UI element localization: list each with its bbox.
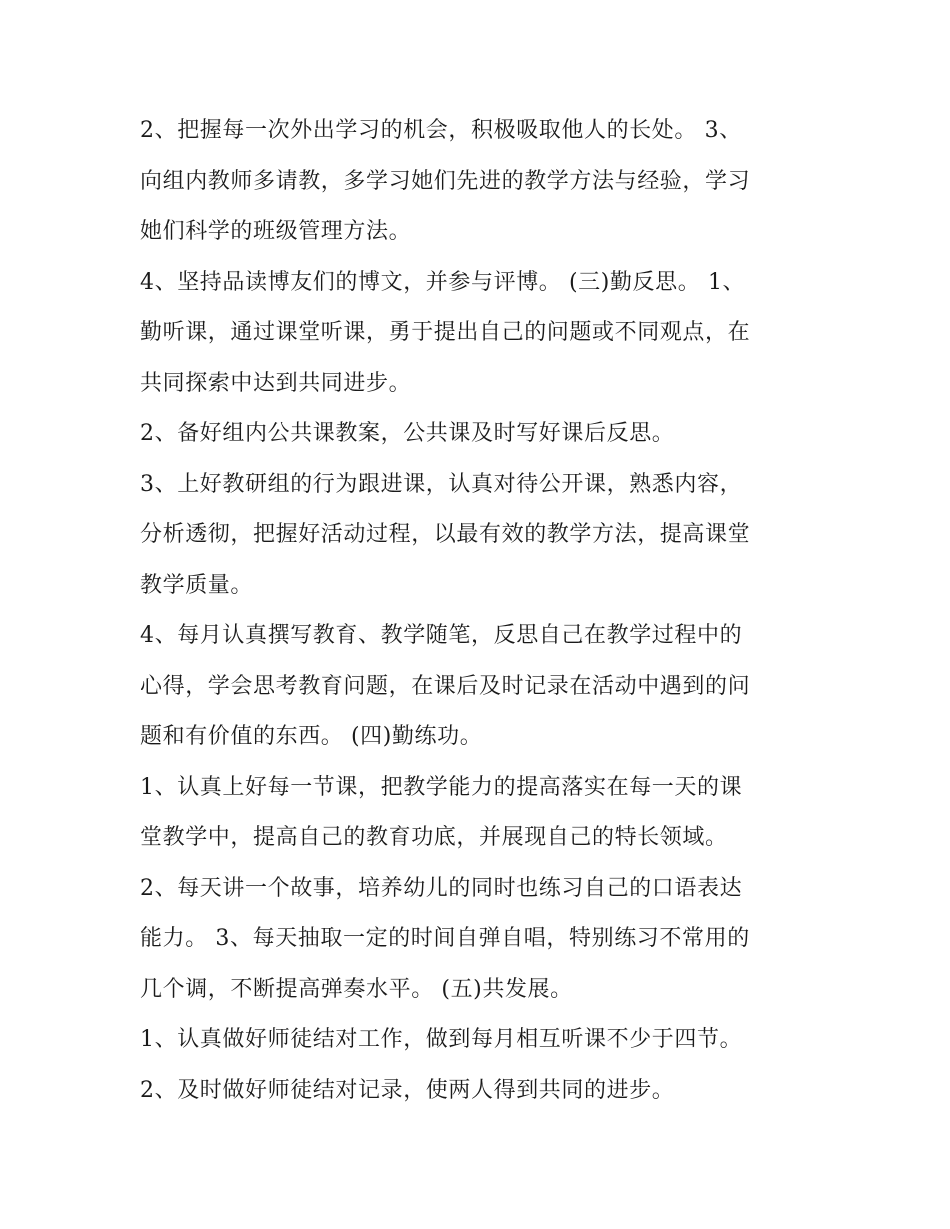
text-line: 4、坚持品读博友们的博文，并参与评博。 (三)勤反思。 1、: [140, 269, 746, 295]
text-line: 4、每月认真撰写教育、教学随笔，反思自己在教学过程中的: [140, 623, 743, 648]
text-line: 分析透彻，把握好活动过程，以最有效的教学方法，提高课堂: [140, 522, 751, 547]
text-line: 教学质量。: [140, 572, 254, 598]
text-line: 几个调，不断提高弹奏水平。 (五)共发展。: [140, 976, 573, 1002]
text-line: 向组内教师多请教，多学习她们先进的教学方法与经验，学习: [140, 168, 751, 194]
text-line: 堂教学中，提高自己的教育功底，并展现自己的特长领域。: [140, 825, 728, 850]
text-line: 1、认真上好每一节课，把教学能力的提高落实在每一天的课: [140, 774, 743, 800]
text-line: 共同探索中达到共同进步。: [140, 370, 412, 396]
text-line: 心得，学会思考教育问题，在课后及时记录在活动中遇到的问: [140, 673, 751, 699]
text-line: 勤听课，通过课堂听课，勇于提出自己的问题或不同观点，在: [140, 320, 751, 345]
document-body: [140, 106, 820, 1116]
text-line: 1、认真做好师徒结对工作，做到每月相互听课不少于四节。: [140, 1027, 743, 1052]
text-line: 2、备好组内公共课教案，公共课及时写好课后反思。: [140, 421, 675, 446]
text-line: 2、及时做好师徒结对记录，使两人得到共同的进步。: [140, 1077, 675, 1103]
text-line: 2、把握每一次外出学习的机会，积极吸取他人的长处。 3、: [140, 118, 742, 143]
text-line: 她们科学的班级管理方法。: [140, 219, 412, 244]
text-line: 题和有价值的东西。 (四)勤练功。: [140, 724, 483, 749]
text-line: 2、每天讲一个故事，培养幼儿的同时也练习自己的口语表达: [140, 875, 743, 901]
text-line: 能力。 3、每天抽取一定的时间自弹自唱，特别练习不常用的: [140, 926, 750, 951]
text-line: 3、上好教研组的行为跟进课，认真对待公开课，熟悉内容，: [140, 471, 743, 497]
